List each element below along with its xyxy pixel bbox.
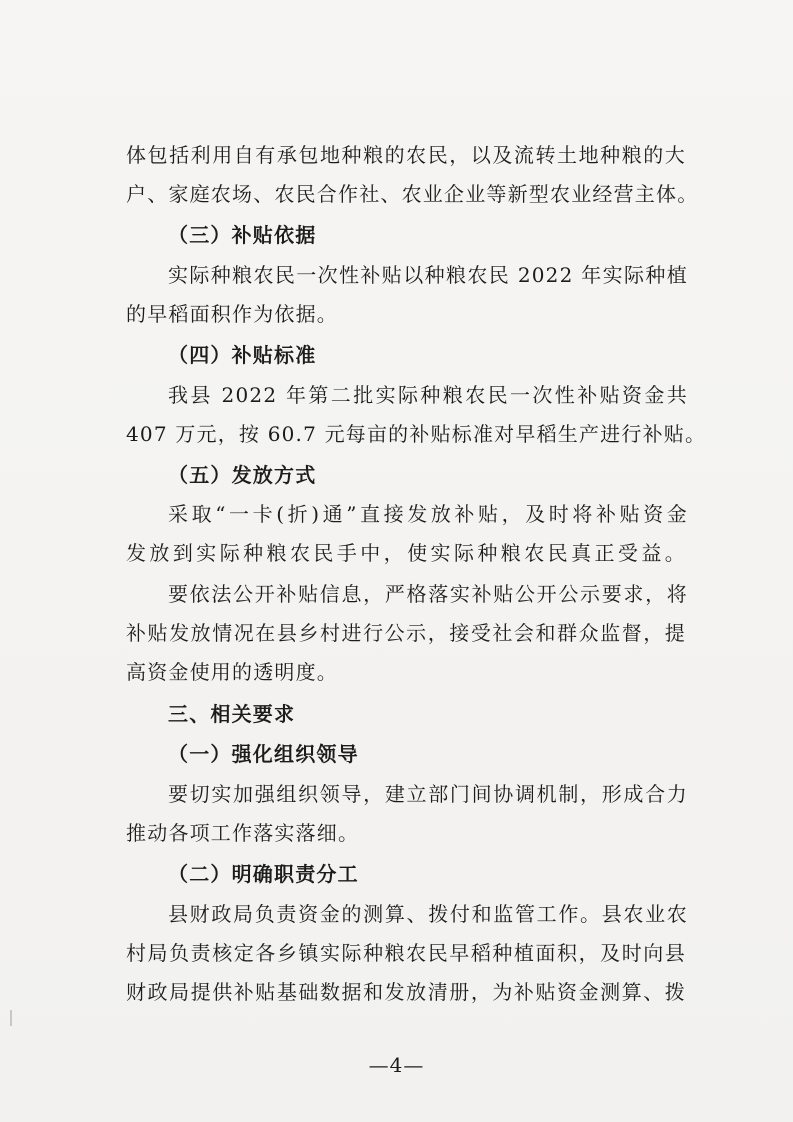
body-text-line: 我县 2022 年第二批实际种粮农民一次性补贴资金共 bbox=[168, 383, 688, 407]
body-text-line: 采取“一卡(折)通”直接发放补贴，及时将补贴资金 bbox=[168, 502, 688, 526]
section-heading: （二）明确职责分工 bbox=[168, 862, 359, 886]
body-text-line: 补贴发放情况在县乡村进行公示，接受社会和群众监督，提 bbox=[126, 621, 686, 645]
section-heading: （四）补贴标准 bbox=[168, 343, 317, 367]
body-text-line: 要切实加强组织领导，建立部门间协调机制，形成合力 bbox=[168, 782, 688, 806]
scan-edge-mark bbox=[10, 1010, 12, 1026]
section-heading: （一）强化组织领导 bbox=[168, 742, 359, 766]
section-heading: （五）发放方式 bbox=[168, 463, 317, 487]
body-text-line: 实际种粮农民一次性补贴以种粮农民 2022 年实际种植 bbox=[168, 263, 688, 287]
body-text-line: 的早稻面积作为依据。 bbox=[126, 302, 338, 326]
body-text-line: 户、家庭农场、农民合作社、农业企业等新型农业经营主体。 bbox=[126, 182, 699, 206]
body-text-line: 407 万元，按 60.7 元每亩的补贴标准对早稻生产进行补贴。 bbox=[126, 422, 707, 446]
body-text-line: 财政局提供补贴基础数据和发放清册，为补贴资金测算、拨 bbox=[126, 980, 686, 1004]
page-number: —4— bbox=[368, 1053, 425, 1077]
body-text-line: 要依法公开补贴信息，严格落实补贴公开公示要求，将 bbox=[168, 582, 688, 606]
body-text-line: 发放到实际种粮农民手中，使实际种粮农民真正受益。 bbox=[126, 541, 686, 565]
body-text-line: 推动各项工作落实落细。 bbox=[126, 821, 360, 845]
body-text-line: 村局负责核定各乡镇实际种粮农民早稻种植面积，及时向县 bbox=[126, 941, 686, 965]
body-text-line: 高资金使用的透明度。 bbox=[126, 660, 338, 684]
body-text-line: 体包括利用自有承包地种粮的农民，以及流转土地种粮的大 bbox=[126, 143, 686, 167]
section-heading: （三）补贴依据 bbox=[168, 223, 317, 247]
body-text-line: 县财政局负责资金的测算、拨付和监管工作。县农业农 bbox=[168, 902, 688, 926]
chapter-heading: 三、相关要求 bbox=[168, 702, 296, 726]
